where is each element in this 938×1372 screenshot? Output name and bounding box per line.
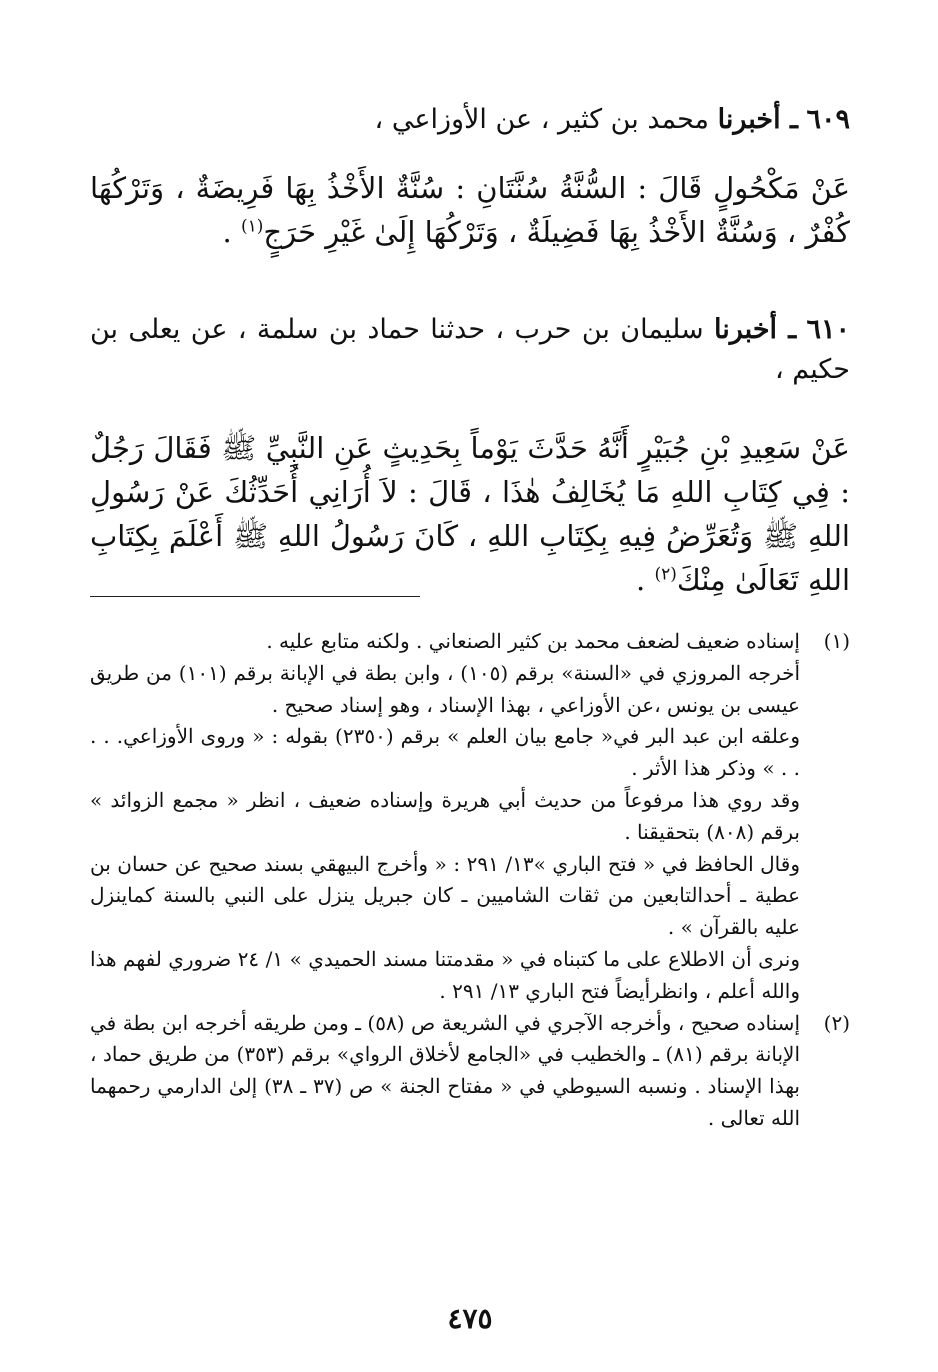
footnote-paragraph: إسناده صحيح ، وأخرجه الآجري في الشريعة ص (٥٨) ـ ومن طريقه أخرجه ابن بطة في الإبانة برقم (٨١) ـ والخطيب في «الجامع لأخلاق الرواي» برقم (٣٥٣) من طريق حماد ، بهذا الإسناد . ونسبه السيوطي في « مفتاح الجنة » ص (٣٧ ـ ٣٨) إلىٰ الدارمي رحمهما الله تعالى . (90, 1010, 801, 1130)
book-page (90, 0, 850, 1372)
hadith-610-chain: ٦١٠ ـ أخبرنا سليمان بن حرب ، حدثنا حماد بن سلمة ، عن يعلى بن حكيم ، (90, 314, 851, 385)
hadith-610-keyword: أخبرنا (714, 314, 778, 345)
hadith-609-matn: عَنْ مَكْحُولٍ قَالَ : السُّنَّةُ سُنَّتَانِ : سُنَّةٌ الأَخْذُ بِهَا فَرِيضَةٌ ، وَتَرْكُهَا كُفْرٌ ، وَسُنَّةٌ الأَخْذُ بِهَا فَضِيلَةٌ ، وَتَرْكُهَا إِلَىٰ غَيْرِ حَرَجٍ$^{(١)}$ . (90, 171, 850, 249)
footnote-2 (90, 1008, 850, 1135)
footnote-paragraph: وقد روي هذا مرفوعاً من حديث أبي هريرة وإسناده ضعيف ، انظر « مجمع الزوائد » برقم (٨٠٨) بتحقيقنا . (90, 787, 800, 844)
hadith-610-matn: عَنْ سَعِيدِ بْنِ جُبَيْرٍ أَنَّهُ حَدَّثَ يَوْماً بِحَدِيثٍ عَنِ النَّبِيِّ ﷺ فَقَالَ رَجُلٌ : فِي كِتَابِ اللهِ مَا يُخَالِفُ هٰذَا ، قَالَ : لاَ أُرَانِي أُحَدِّثُكَ عَنْ رَسُولِ اللهِ ﷺ وَتُعَرِّضُ فِيهِ بِكِتَابِ اللهِ ، كَانَ رَسُولُ اللهِ ﷺ أَعْلَمَ بِكِتَابِ اللهِ تَعَالَىٰ مِنْكَ$^{(٢)}$ . (90, 431, 850, 597)
hadith-610-isnad: سليمان بن حرب ، حدثنا حماد بن سلمة ، عن يعلى بن حكيم ، (90, 314, 850, 385)
hadith-610-number: ٦١٠ (806, 314, 851, 345)
hadith-609-chain: ٦٠٩ ـ أخبرنا محمد بن كثير ، عن الأوزاعي ، (374, 104, 850, 135)
hadith-609-number: ٦٠٩ (806, 104, 850, 135)
footnote-paragraph: إسناده ضعيف لضعف محمد بن كثير الصنعاني . ولكنه متابع عليه . (266, 629, 800, 653)
footnotes (90, 626, 850, 1135)
hadith-609-keyword: أخبرنا (717, 104, 781, 135)
page-number: ٤٧٥ (447, 1302, 493, 1335)
footnote-marker: (٢) (823, 1010, 850, 1035)
hadith-610-text: عَنْ سَعِيدِ بْنِ جُبَيْرٍ أَنَّهُ حَدَّثَ يَوْماً بِحَدِيثٍ عَنِ النَّبِيِّ ﷺ فَقَالَ رَجُلٌ : فِي كِتَابِ اللهِ مَا يُخَالِفُ هٰذَا ، قَالَ : لاَ أُرَانِي أُحَدِّثُكَ عَنْ رَسُولِ اللهِ ﷺ وَتُعَرِّضُ فِيهِ بِكِتَابِ اللهِ ، كَانَ رَسُولُ اللهِ ﷺ أَعْلَمَ بِكِتَابِ اللهِ تَعَالَىٰ مِنْكَ (90, 431, 850, 597)
footnote-paragraph: وقال الحافظ في « فتح الباري »١٣/ ٢٩١ : « وأخرج البيهقي بسند صحيح عن حسان بن عطية ـ أحدالتابعين من ثقات الشاميين ـ كان جبريل ينزل على النبي بالسنة كماينزل عليه بالقرآن » . (90, 851, 801, 940)
footnote-marker: (١) (823, 629, 850, 653)
footnote-1 (90, 626, 850, 1008)
footnote-separator (90, 596, 420, 597)
footnote-paragraph: أخرجه المروزي في «السنة» برقم (١٠٥) ، وابن بطة في الإبانة برقم (١٠١) من طريق عيسى بن يونس ،عن الأوزاعي ، بهذا الإسناد ، وهو إسناد صحيح . (90, 660, 800, 717)
footnote-paragraph: ونرى أن الاطلاع على ما كتبناه في « مقدمتنا مسند الحميدي » ١/ ٢٤ ضروري لفهم هذا والله أعلم ، وانظرأيضاً فتح الباري ١٣/ ٢٩١ . (90, 946, 800, 1003)
footnote-paragraph: وعلقه ابن عبد البر في« جامع بيان العلم » برقم (٢٣٥٠) بقوله : « وروى الأوزاعي. . . . . » وذكر هذا الأثر . (90, 724, 800, 781)
footnote-ref-2: (٢) (654, 564, 677, 585)
hadith-609-text: عَنْ مَكْحُولٍ قَالَ : السُّنَّةُ سُنَّتَانِ : سُنَّةٌ الأَخْذُ بِهَا فَرِيضَةٌ ، وَتَرْكُهَا كُفْرٌ ، وَسُنَّةٌ الأَخْذُ بِهَا فَضِيلَةٌ ، وَتَرْكُهَا إِلَىٰ غَيْرِ حَرَجٍ (90, 171, 850, 249)
footnote-ref-1: (١) (240, 216, 264, 237)
hadith-609-isnad: محمد بن كثير ، عن الأوزاعي ، (374, 104, 709, 135)
